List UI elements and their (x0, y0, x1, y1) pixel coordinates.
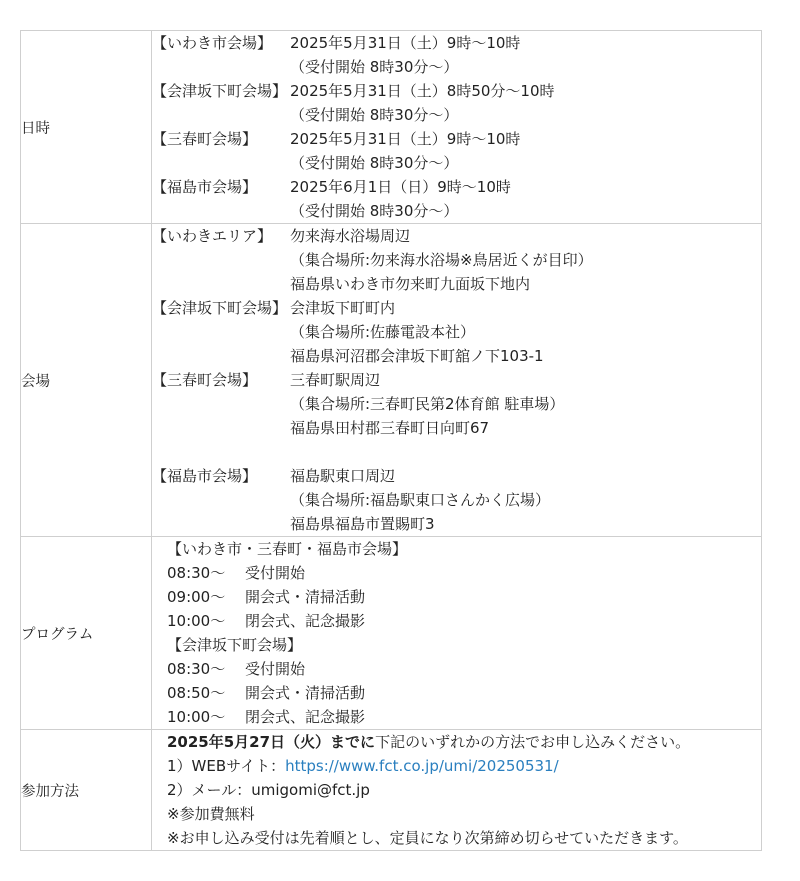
venue-head: 【三春町会場】 (152, 371, 258, 389)
program-item (167, 657, 761, 681)
schedule-row (21, 31, 762, 224)
program-group-title: 【会津坂下町会場】 (167, 636, 303, 654)
program-row (21, 537, 762, 730)
apply-web-prefix: 1）WEBサイト： (167, 757, 286, 775)
apply-deadline (167, 730, 761, 754)
schedule-text: （受付開始 8時30分〜） (290, 202, 459, 220)
program-content (152, 537, 762, 730)
apply-first-come-note: ※お申し込み受付は先着順とし、定員になり次第締め切らせていただきます。 (167, 829, 688, 847)
venue-head: 【福島市会場】 (152, 467, 258, 485)
venue-text: （集合場所:佐藤電設本社） (290, 323, 476, 341)
schedule-line (152, 79, 761, 103)
program-activity: 閉会式、記念撮影 (245, 708, 366, 726)
apply-mail: 2）メール：umigomi@fct.jp (167, 781, 370, 799)
apply-deadline-date: 2025年5月27日（火）までに (167, 733, 376, 751)
program-item (167, 609, 761, 633)
venue-text: 福島県河沼郡会津坂下町舘ノ下103-1 (290, 347, 544, 365)
venue-text: 福島県田村郡三春町日向町67 (290, 419, 490, 437)
schedule-line (152, 103, 761, 127)
apply-label: 参加方法 (21, 730, 152, 851)
venue-line (152, 224, 761, 248)
schedule-text: 2025年5月31日（土）8時50分〜10時 (290, 82, 555, 100)
venue-row (21, 224, 762, 537)
venue-head: 【福島市会場】 (152, 178, 258, 196)
schedule-line (152, 199, 761, 223)
venue-line (152, 488, 761, 512)
venue-text: （集合場所:福島駅東口さんかく広場） (290, 491, 551, 509)
schedule-line (152, 55, 761, 79)
program-time: 08:50〜 (167, 684, 226, 702)
program-activity: 受付開始 (245, 660, 306, 678)
venue-text: 福島駅東口周辺 (290, 467, 396, 485)
program-activity: 閉会式、記念撮影 (245, 612, 366, 630)
program-item (167, 561, 761, 585)
venue-line (152, 368, 761, 392)
venue-text: 福島県福島市置賜町3 (290, 515, 435, 533)
venue-text: 福島県いわき市勿来町九面坂下地内 (290, 275, 531, 293)
program-item (167, 585, 761, 609)
schedule-line (152, 151, 761, 175)
venue-line (152, 464, 761, 488)
program-item (167, 681, 761, 705)
apply-web (167, 754, 761, 778)
program-activity: 開会式・清掃活動 (245, 684, 366, 702)
schedule-line (152, 31, 761, 55)
program-time: 08:30〜 (167, 564, 226, 582)
venue-line (152, 416, 761, 440)
venue-text: 三春町駅周辺 (290, 371, 381, 389)
apply-row (21, 730, 762, 851)
venue-head: 【三春町会場】 (152, 130, 258, 148)
schedule-line (152, 175, 761, 199)
venue-line (152, 512, 761, 536)
schedule-text: 2025年6月1日（日）9時〜10時 (290, 178, 511, 196)
apply-deadline-text: 下記のいずれかの方法でお申し込みください。 (375, 733, 691, 751)
schedule-text: （受付開始 8時30分〜） (290, 106, 459, 124)
venue-line (152, 296, 761, 320)
schedule-content (152, 31, 762, 224)
venue-line (152, 320, 761, 344)
venue-head: 【いわきエリア】 (152, 227, 273, 245)
venue-label: 会場 (21, 224, 152, 537)
venue-blank-line (152, 440, 761, 464)
schedule-line (152, 127, 761, 151)
venue-text: 会津坂下町町内 (290, 299, 396, 317)
program-time: 10:00〜 (167, 708, 226, 726)
apply-fee-note: ※参加費無料 (167, 805, 255, 823)
program-time: 09:00〜 (167, 588, 226, 606)
program-time: 10:00〜 (167, 612, 226, 630)
venue-line (152, 272, 761, 296)
venue-head: 【会津坂下町会場】 (152, 82, 288, 100)
venue-text: （集合場所:三春町民第2体育館 駐車場） (290, 395, 565, 413)
venue-head: 【会津坂下町会場】 (152, 299, 288, 317)
schedule-text: （受付開始 8時30分〜） (290, 154, 459, 172)
program-activity: 開会式・清掃活動 (245, 588, 366, 606)
schedule-text: 2025年5月31日（土）9時〜10時 (290, 34, 521, 52)
venue-line (152, 344, 761, 368)
apply-content (152, 730, 762, 851)
venue-line (152, 248, 761, 272)
program-time: 08:30〜 (167, 660, 226, 678)
schedule-label: 日時 (21, 31, 152, 224)
program-label: プログラム (21, 537, 152, 730)
program-item (167, 705, 761, 729)
venue-head: 【いわき市会場】 (152, 34, 273, 52)
program-activity: 受付開始 (245, 564, 306, 582)
schedule-text: 2025年5月31日（土）9時〜10時 (290, 130, 521, 148)
venue-line (152, 392, 761, 416)
venue-text: 勿来海水浴場周辺 (290, 227, 411, 245)
venue-content (152, 224, 762, 537)
venue-text: （集合場所:勿来海水浴場※鳥居近くが目印） (290, 251, 593, 269)
program-group-title: 【いわき市・三春町・福島市会場】 (167, 540, 408, 558)
schedule-text: （受付開始 8時30分〜） (290, 58, 459, 76)
event-info-table (20, 30, 762, 851)
apply-web-link[interactable]: https://www.fct.co.jp/umi/20250531/ (285, 757, 559, 775)
